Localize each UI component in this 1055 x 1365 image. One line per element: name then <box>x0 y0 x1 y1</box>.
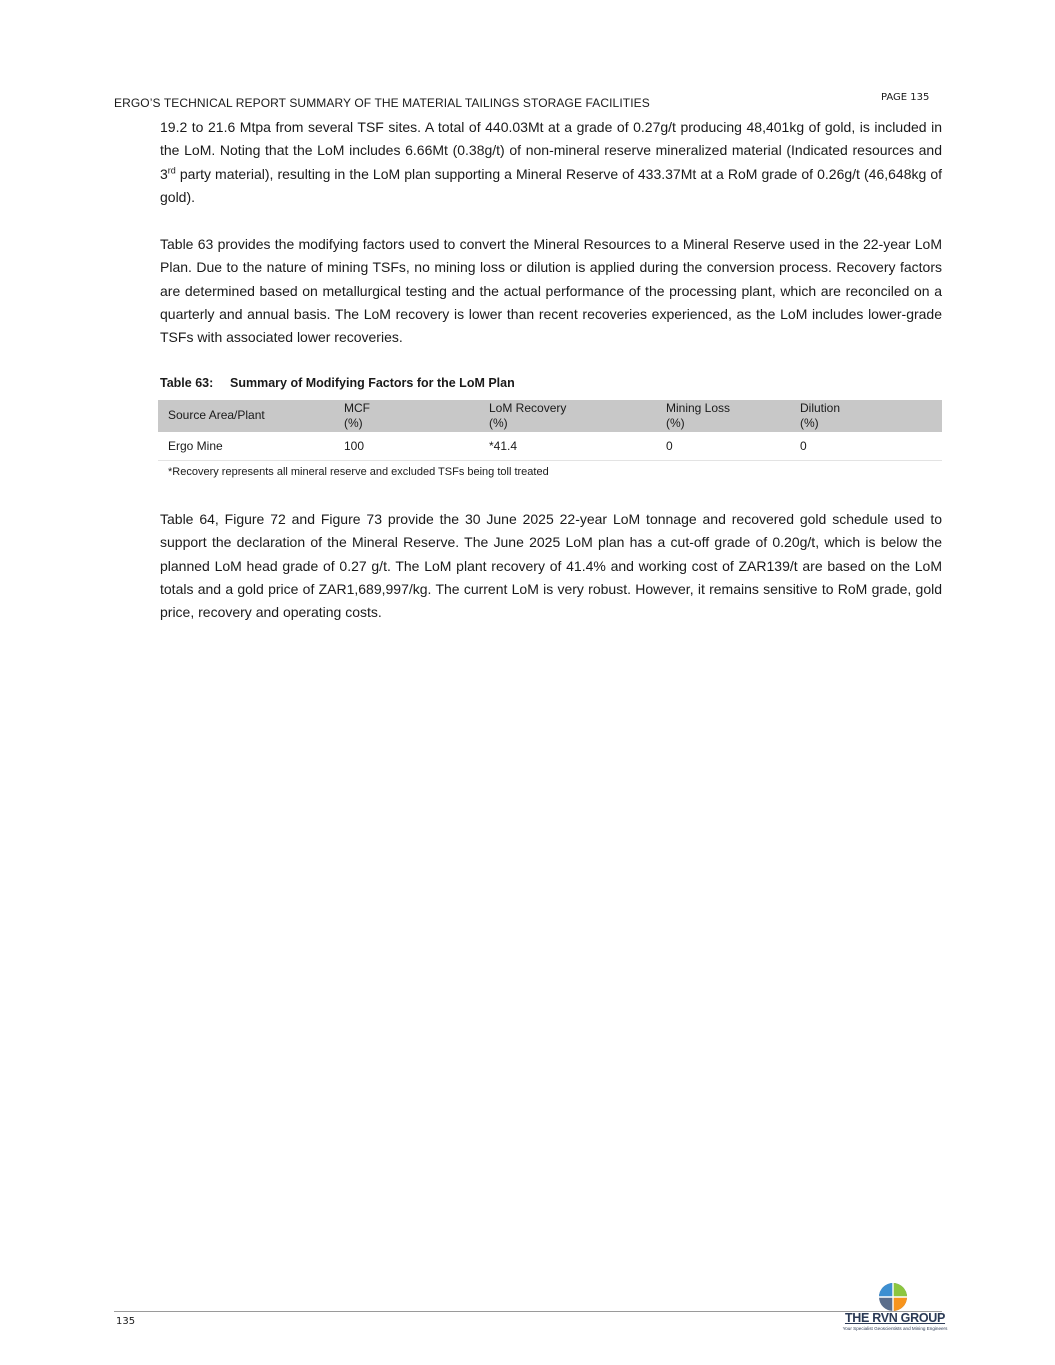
footer-page-number: 135 <box>116 1316 136 1327</box>
header-dilution-unit: (%) <box>800 416 819 430</box>
header-source-area <box>158 400 334 432</box>
report-header-title: ERGO’S TECHNICAL REPORT SUMMARY OF THE MATERIAL TAILINGS STORAGE FACILITIES <box>114 96 650 110</box>
cell-source-area: Ergo Mine <box>158 432 334 460</box>
logo-name: THE RVN GROUP <box>844 1311 946 1325</box>
header-lom-recovery <box>479 400 656 432</box>
footer-divider <box>114 1311 942 1312</box>
cell-mining-loss: 0 <box>656 432 790 460</box>
header-mcf-unit: (%) <box>344 416 363 430</box>
paragraph-lom-schedule: Table 64, Figure 72 and Figure 73 provide the 30 June 2025 22-year LoM tonnage and recovered gold schedule used to support the declaration of the Mineral Reserve. The June 2025 LoM plan has a cut-off grade of 0.20g/t, which is below the planned LoM head grade of 0.27 g/t. The LoM plant recovery of 41.4% and working cost of ZAR139/t are based on the LoM totals and a gold price of ZAR1,689,997/kg. The current LoM is very robust. However, it remains sensitive to RoM grade, gold price, recovery and operating costs. <box>160 511 942 621</box>
table-caption-number: Table 63: <box>160 376 214 390</box>
header-source-area-label: Source Area/Plant <box>168 408 265 423</box>
paragraph-lom-summary-part1: 19.2 to 21.6 Mtpa from several TSF sites. A total of 440.03Mt at a grade of 0.27g/t producing 48,401kg of gold, is included in the LoM. Noting that the LoM includes 6.66Mt (0.38g/t) of non-mineral reserve mineralized material (Indicated resources and 3 <box>160 119 942 182</box>
table-header-row <box>158 400 942 432</box>
header-lom-recovery-unit: (%) <box>489 416 508 430</box>
cell-dilution: 0 <box>790 432 942 460</box>
rvn-group-logo <box>836 1282 954 1334</box>
modifying-factors-table <box>158 400 942 461</box>
header-lom-recovery-label: LoM Recovery <box>489 400 567 415</box>
ordinal-superscript: rd <box>167 164 176 175</box>
rvn-segmented-circle-icon <box>878 1282 908 1312</box>
table-row <box>158 432 942 460</box>
header-mcf <box>334 400 479 432</box>
header-mining-loss-label: Mining Loss <box>666 400 731 415</box>
header-page-label: PAGE 135 <box>881 92 930 103</box>
paragraph-lom-summary-part2: party material), resulting in the LoM plan supporting a Mineral Reserve of 433.37Mt at a RoM grade of 0.26g/t (46,648kg of gold). <box>160 165 942 205</box>
cell-mcf: 100 <box>334 432 479 460</box>
cell-lom-recovery: *41.4 <box>479 432 656 460</box>
paragraph-lom-summary <box>160 116 942 209</box>
header-mining-loss-unit: (%) <box>666 416 685 430</box>
table-caption <box>160 376 515 390</box>
header-mcf-label: MCF <box>344 400 370 415</box>
header-dilution-label: Dilution <box>800 400 841 415</box>
table-footnote: *Recovery represents all mineral reserve and excluded TSFs being toll treated <box>168 466 549 478</box>
logo-tagline: Your Specialist Geoscientists and Mining Engineers <box>842 1326 948 1331</box>
header-dilution <box>790 400 942 432</box>
table-caption-title: Summary of Modifying Factors for the LoM Plan <box>230 376 515 390</box>
paragraph-modifying-factors: Table 63 provides the modifying factors used to convert the Mineral Resources to a Mineral Reserve used in the 22-year LoM Plan. Due to the nature of mining TSFs, no mining loss or dilution is applied during the conversion process. Recovery factors are determined based on metallurgical testing and the actual performance of the processing plant, which are reconciled on a quarterly and annual basis. The LoM recovery is lower than recent recoveries experienced, as the LoM includes lower-grade TSFs with associated lower recoveries. <box>160 236 942 346</box>
header-mining-loss <box>656 400 790 432</box>
